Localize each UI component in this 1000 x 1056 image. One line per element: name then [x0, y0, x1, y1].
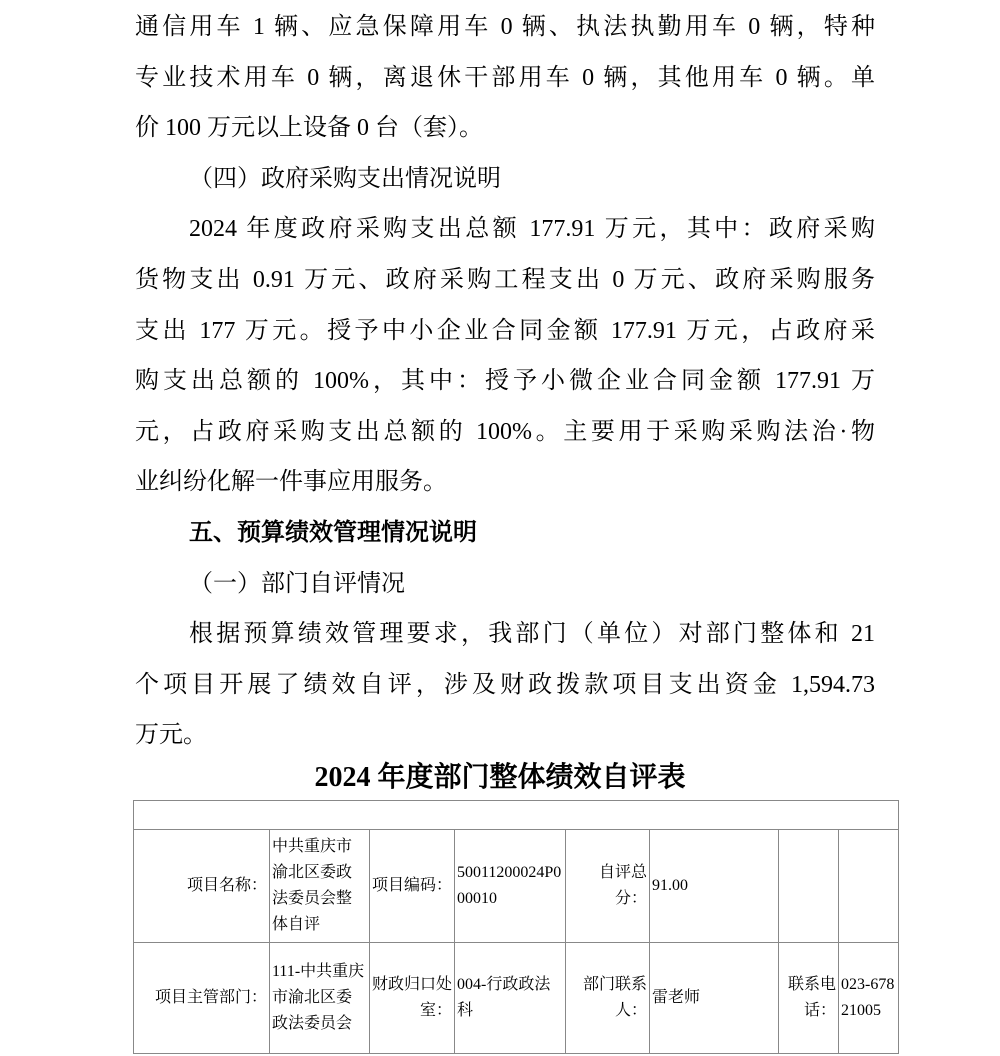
- contact: 雷老师: [650, 943, 779, 1054]
- table-header-empty: [134, 801, 899, 830]
- section-heading: 五、预算绩效管理情况说明: [189, 519, 477, 546]
- office-label: 财政归口处室：: [370, 943, 455, 1054]
- table-title: 2024 年度部门整体绩效自评表: [314, 762, 686, 793]
- text-line: 根据预算绩效管理要求，我部门（单位）对部门整体和 21: [189, 621, 875, 648]
- text-line: 支出 177 万元。授予中小企业合同金额 177.91 万元，占政府采: [135, 317, 875, 344]
- text-line: 2024 年度政府采购支出总额 177.91 万元，其中：政府采购: [189, 216, 875, 243]
- score-label: 自评总分：: [566, 830, 650, 943]
- section-heading: （四）政府采购支出情况说明: [189, 165, 501, 192]
- text-line: 购支出总额的 100%，其中：授予小微企业合同金额 177.91 万: [135, 368, 875, 395]
- project-code: 50011200024P000010: [455, 830, 566, 943]
- document-body: [135, 2, 875, 761]
- section-heading: （一）部门自评情况: [189, 570, 405, 597]
- dept-label: 项目主管部门：: [134, 943, 270, 1054]
- text-line: 万元。: [135, 722, 207, 749]
- empty-cell: [839, 830, 899, 943]
- text-line: 个项目开展了绩效自评，涉及财政拨款项目支出资金 1,594.73: [135, 671, 875, 698]
- text-line: 业纠纷化解一件事应用服务。: [135, 469, 447, 496]
- self-evaluation-table: [133, 800, 899, 1054]
- score: 91.00: [650, 830, 779, 943]
- project-code-label: 项目编码：: [370, 830, 455, 943]
- text-line: 元，占政府采购支出总额的 100%。主要用于采购采购法治·物: [135, 418, 875, 445]
- office: 004-行政政法科: [455, 943, 566, 1054]
- text-line: 价 100 万元以上设备 0 台（套）。: [135, 115, 483, 142]
- text-line: 专业技术用车 0 辆，离退休干部用车 0 辆，其他用车 0 辆。单: [135, 64, 875, 91]
- contact-label: 部门联系人：: [566, 943, 650, 1054]
- text-line: 货物支出 0.91 万元、政府采购工程支出 0 万元、政府采购服务: [135, 266, 875, 293]
- project-name: 中共重庆市渝北区委政法委员会整体自评: [270, 830, 370, 943]
- project-name-label: 项目名称：: [134, 830, 270, 943]
- phone: 023-67821005: [839, 943, 899, 1054]
- dept: 111-中共重庆市渝北区委政法委员会: [270, 943, 370, 1054]
- phone-label: 联系电话：: [779, 943, 839, 1054]
- text-line: 通信用车 1 辆、应急保障用车 0 辆、执法执勤用车 0 辆，特种: [135, 14, 875, 40]
- empty-cell: [779, 830, 839, 943]
